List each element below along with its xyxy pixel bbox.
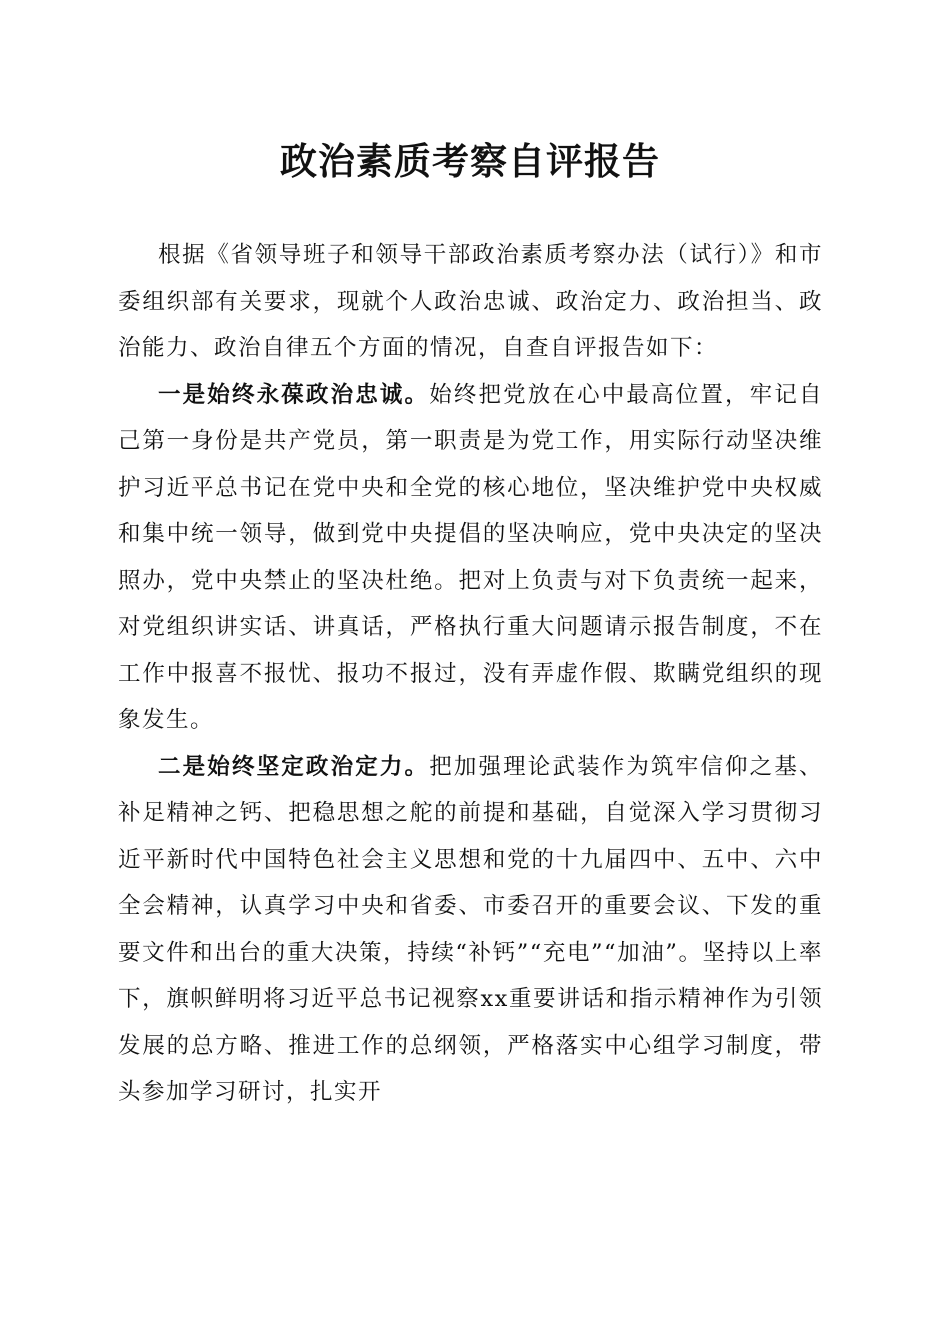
- paragraph-political-loyalty: [118, 372, 823, 744]
- document-body: [118, 232, 823, 1116]
- paragraph-political-resolve: [118, 744, 823, 1116]
- paragraph-text: 始终把党放在心中最高位置，牢记自己第一身份是共产党员，第一职责是为党工作，用实际行动坚决维护习近平总书记在党中央和全党的核心地位，坚决维护党中央权威和集中统一领导，做到党中央提倡的坚决响应，党中央决定的坚决照办，党中央禁止的坚决杜绝。把对上负责与对下负责统一起来，对党组织讲实话、讲真话，严格执行重大问题请示报告制度，不在工作中报喜不报忧、报功不报过，没有弄虚作假、欺瞒党组织的现象发生。: [118, 381, 823, 733]
- paragraph-text: 根据《省领导班子和领导干部政治素质考察办法（试行）》和市委组织部有关要求，现就个人政治忠诚、政治定力、政治担当、政治能力、政治自律五个方面的情况，自查自评报告如下：: [118, 242, 823, 361]
- paragraph-lead: 一是始终永葆政治忠诚。: [158, 381, 430, 408]
- document-title: 政治素质考察自评报告: [280, 139, 660, 183]
- paragraph-intro: [118, 232, 823, 372]
- paragraph-lead: 二是始终坚定政治定力。: [158, 753, 430, 780]
- paragraph-text: 把加强理论武装作为筑牢信仰之基、补足精神之钙、把稳思想之舵的前提和基础，自觉深入学习贯彻习近平新时代中国特色社会主义思想和党的十九届四中、五中、六中全会精神，认真学习中央和省委、市委召开的重要会议、下发的重要文件和出台的重大决策，持续“补钙”“充电”“加油”。坚持以上率下，旗帜鲜明将习近平总书记视察xx重要讲话和指示精神作为引领发展的总方略、推进工作的总纲领，严格落实中心组学习制度，带头参加学习研讨，扎实开: [118, 753, 823, 1105]
